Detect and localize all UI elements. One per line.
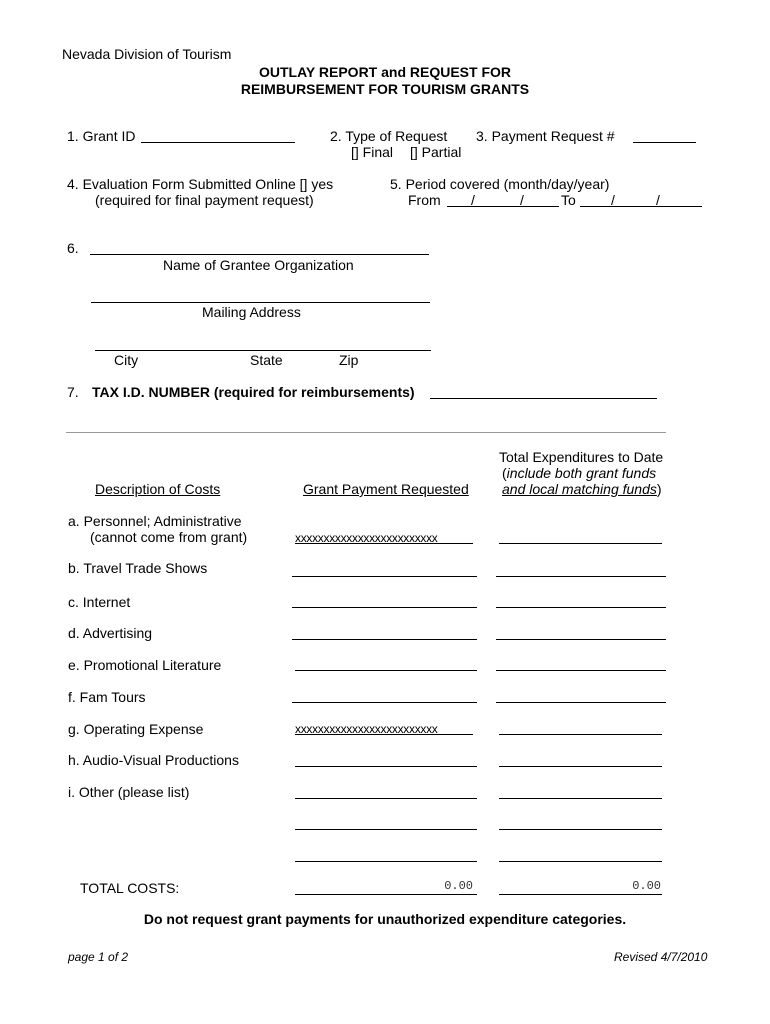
from-label: From	[408, 192, 441, 208]
row-i-grant-field[interactable]	[295, 798, 477, 799]
agency-name: Nevada Division of Tourism	[62, 46, 232, 62]
evaluation-note: (required for final payment request)	[95, 192, 314, 208]
notice: Do not request grant payments for unauthorized expenditure categories.	[143, 911, 627, 927]
grantee-org-field[interactable]	[90, 254, 429, 255]
total-costs-label: TOTAL COSTS:	[80, 880, 180, 896]
row-h-grant-field[interactable]	[295, 766, 477, 767]
title-line-1: OUTLAY REPORT and REQUEST FOR	[258, 64, 512, 80]
col-description: Description of Costs	[95, 481, 221, 497]
state-label: State	[250, 352, 283, 368]
partial-option[interactable]: [] Partial	[410, 144, 462, 160]
row-e-grant-field[interactable]	[295, 670, 477, 671]
row-c-total-field[interactable]	[496, 607, 666, 608]
col-total-line3: and local matching funds)	[502, 481, 662, 497]
row-g-grant-blocked: xxxxxxxxxxxxxxxxxxxxxxxxx	[295, 722, 438, 736]
row-c-grant-field[interactable]	[292, 607, 477, 608]
page-number: page 1 of 2	[68, 950, 129, 964]
row-d-total-field[interactable]	[496, 639, 666, 640]
period-covered-label: 5. Period covered (month/day/year)	[390, 176, 610, 192]
row-a-label: a. Personnel; Administrative	[68, 513, 242, 529]
row-e-total-field[interactable]	[496, 670, 666, 671]
grant-id-label: 1. Grant ID	[67, 128, 136, 144]
payment-request-field[interactable]	[633, 142, 696, 143]
row-b-grant-field[interactable]	[292, 576, 477, 577]
row-i-total-field[interactable]	[499, 798, 662, 799]
mailing-address-field[interactable]	[91, 302, 430, 303]
mailing-address-label: Mailing Address	[202, 304, 301, 320]
row-b-total-field[interactable]	[496, 576, 666, 577]
grant-id-field[interactable]	[141, 142, 295, 143]
revised-date: Revised 4/7/2010	[614, 950, 708, 964]
section-divider	[66, 432, 666, 433]
col-grant-payment: Grant Payment Requested	[303, 481, 469, 497]
row-e-label: e. Promotional Literature	[68, 657, 222, 673]
col-total-line1: Total Expenditures to Date	[499, 449, 664, 465]
zip-label: Zip	[339, 352, 359, 368]
row-h-label: h. Audio-Visual Productions	[68, 752, 239, 768]
row-a-total-field[interactable]	[499, 543, 662, 544]
other-2-total-field[interactable]	[499, 861, 662, 862]
row-c-label: c. Internet	[68, 594, 131, 610]
to-label: To	[561, 192, 576, 208]
evaluation-form-label[interactable]: 4. Evaluation Form Submitted Online [] yes	[67, 176, 334, 192]
row-g-total-field[interactable]	[499, 734, 662, 735]
row-f-total-field[interactable]	[496, 702, 666, 703]
item-7-number: 7.	[67, 384, 79, 400]
tax-id-label: TAX I.D. NUMBER (required for reimbursements)	[92, 384, 415, 400]
title-line-2: REIMBURSEMENT FOR TOURISM GRANTS	[240, 81, 530, 97]
city-state-zip-field[interactable]	[95, 350, 431, 351]
total-grant-value[interactable]: 0.00	[444, 879, 473, 893]
other-1-total-field[interactable]	[499, 829, 662, 830]
row-a-sublabel: (cannot come from grant)	[90, 529, 248, 545]
other-2-grant-field[interactable]	[295, 861, 477, 862]
row-f-grant-field[interactable]	[292, 702, 477, 703]
payment-request-label: 3. Payment Request #	[476, 128, 615, 144]
total-expend-value[interactable]: 0.00	[632, 879, 661, 893]
row-a-grant-blocked: xxxxxxxxxxxxxxxxxxxxxxxxx	[295, 531, 438, 545]
tax-id-field[interactable]	[430, 398, 657, 399]
type-of-request-label: 2. Type of Request	[330, 128, 448, 144]
row-d-grant-field[interactable]	[292, 639, 477, 640]
row-b-label: b. Travel Trade Shows	[68, 560, 208, 576]
grantee-org-label: Name of Grantee Organization	[163, 257, 354, 273]
row-h-total-field[interactable]	[499, 766, 662, 767]
row-d-label: d. Advertising	[68, 625, 153, 641]
other-1-grant-field[interactable]	[295, 829, 477, 830]
row-g-label: g. Operating Expense	[68, 721, 204, 737]
from-date-field[interactable]	[447, 206, 559, 207]
row-f-label: f. Fam Tours	[68, 689, 146, 705]
final-option[interactable]: [] Final	[351, 144, 394, 160]
city-label: City	[114, 352, 139, 368]
item-6-number: 6.	[67, 240, 79, 256]
row-i-label: i. Other (please list)	[68, 784, 190, 800]
to-date-field[interactable]	[580, 206, 702, 207]
col-total-line2: (include both grant funds	[502, 465, 657, 481]
